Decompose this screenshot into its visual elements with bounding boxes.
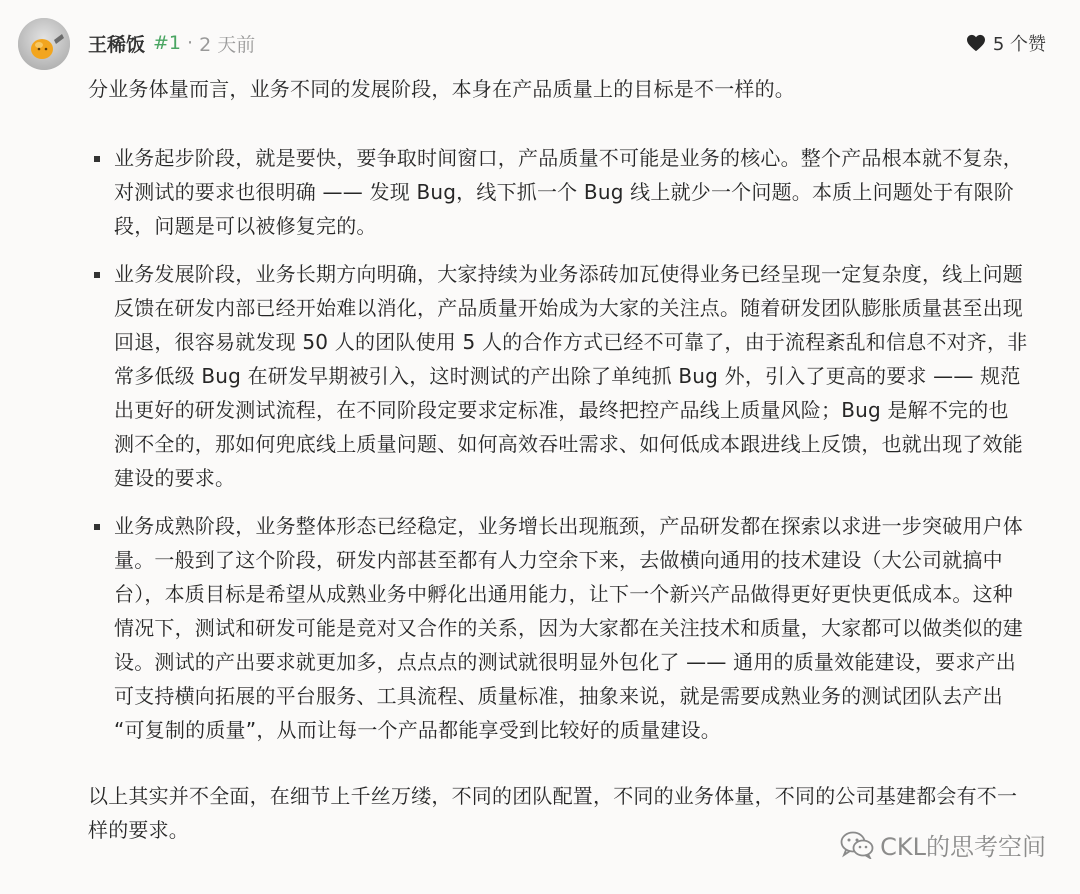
list-item-text: 业务起步阶段，就是要快，要争取时间窗口，产品质量不可能是业务的核心。整个产品根本就不复杂，对测试的要求也很明确 —— 发现 Bug，线下抓一个 Bug 线上就少一个问题。本质上问题处于有限阶段，问题是可以被修复完的。 bbox=[114, 146, 1023, 238]
list-item-text: 业务成熟阶段，业务整体形态已经稳定，业务增长出现瓶颈，产品研发都在探索以求进一步突破用户体量。一般到了这个阶段，研发内部甚至都有人力空余下来，去做横向通用的技术建设（大公司就搞中台），本质目标是希望从成熟业务中孵化出通用能力，让下一个新兴产品做得更好更快更低成本。这种情况下，测试和研发可能是竞对又合作的关系，因为大家都在关注技术和质量，大家都可以做类似的建设。测试的产出要求就更加多，点点点的测试就很明显外包化了 —— 通用的质量效能建设，要求产出可支持横向拓展的平台服务、工具流程、质量标准，抽象来说，就是需要成熟业务的测试团队去产出 “可复制的质量”，从而让每一个产品都能享受到比较好的质量建设。 bbox=[114, 514, 1023, 742]
separator-dot: · bbox=[187, 32, 194, 54]
list-item bbox=[88, 141, 1028, 243]
comment-time: 2 天前 bbox=[199, 33, 256, 56]
like-count: 5 个赞 bbox=[992, 34, 1046, 55]
comment-body bbox=[88, 72, 1028, 847]
like-button[interactable] bbox=[966, 30, 1046, 56]
avatar-image bbox=[18, 18, 70, 70]
bullet-marker bbox=[94, 524, 100, 530]
heart-icon bbox=[966, 34, 986, 52]
watermark-text: CKL的思考空间 bbox=[880, 833, 1046, 861]
bullet-marker bbox=[94, 156, 100, 162]
intro-paragraph: 分业务体量而言，业务不同的发展阶段，本身在产品质量上的目标是不一样的。 bbox=[88, 77, 795, 101]
floor-number: #1 bbox=[153, 32, 182, 54]
comment-header bbox=[88, 29, 255, 57]
author-name[interactable]: 王稀饭 bbox=[88, 33, 146, 56]
bullet-marker bbox=[94, 272, 100, 278]
outro-paragraph: 以上其实并不全面，在细节上千丝万缕，不同的团队配置，不同的业务体量，不同的公司基建都会有不一样的要求。 bbox=[88, 784, 1018, 842]
list-item bbox=[88, 509, 1028, 747]
list-item-text: 业务发展阶段，业务长期方向明确，大家持续为业务添砖加瓦使得业务已经呈现一定复杂度，线上问题反馈在研发内部已经开始难以消化，产品质量开始成为大家的关注点。随着研发团队膨胀质量甚至出现回退，很容易就发现 50 人的团队使用 5 人的合作方式已经不可靠了，由于流程紊乱和信息不对齐，非常多低级 Bug 在研发早期被引入，这时测试的产出除了单纯抓 Bug 外，引入了更高的要求 —— 规范出更好的研发测试流程，在不同阶段定要求定标准，最终把控产品线上质量风险；Bug 是解不完的也测不全的，那如何兜底线上质量问题、如何高效吞吐需求、如何低成本跟进线上反馈，也就出现了效能建设的要求。 bbox=[114, 262, 1028, 490]
wechat-icon bbox=[840, 831, 874, 859]
watermark bbox=[840, 827, 1046, 862]
avatar[interactable] bbox=[18, 18, 70, 70]
stage-list bbox=[88, 141, 1028, 747]
list-item bbox=[88, 257, 1028, 495]
